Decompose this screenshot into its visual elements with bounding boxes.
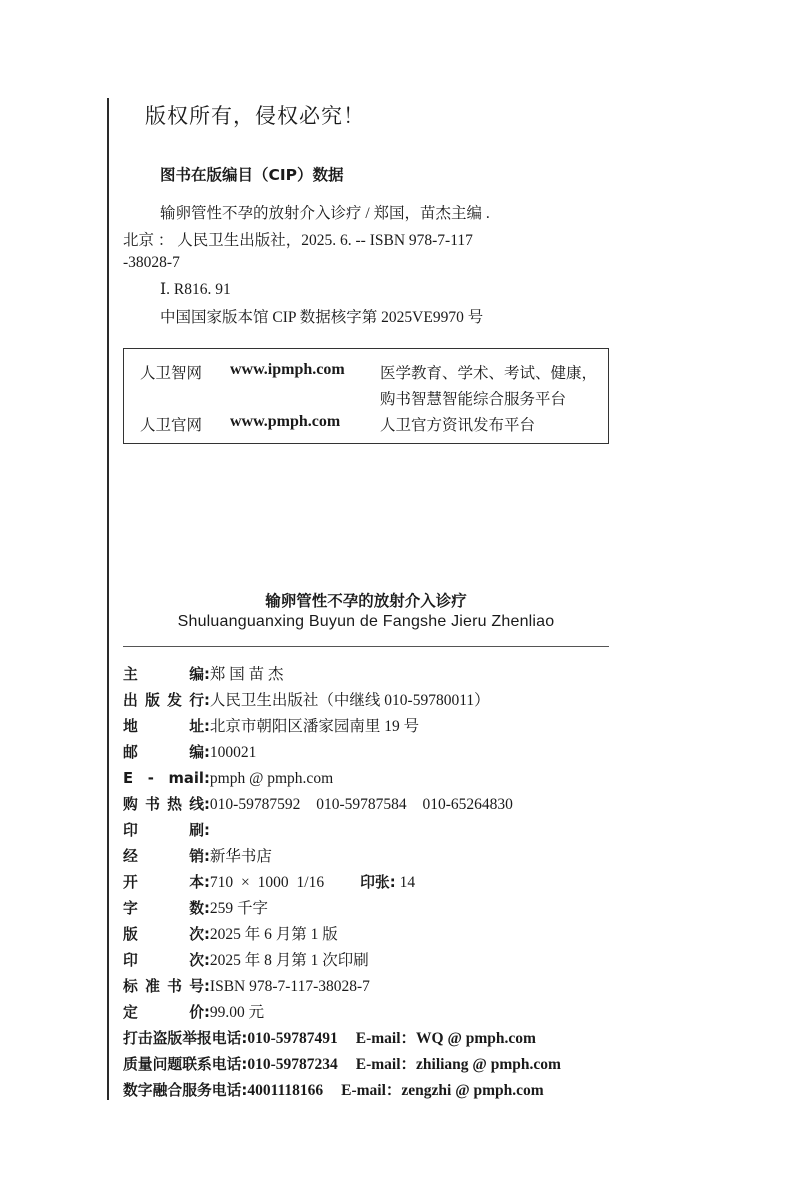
site1-desc-line-2: 购书智慧智能综合服务平台 (380, 390, 567, 408)
info-row-distributor: 经销 : 新华书店 (123, 846, 561, 872)
book-title: 输卵管性不孕的放射介入诊疗 (265, 592, 467, 610)
cip-classification: Ⅰ. R816. 91 (160, 281, 231, 298)
site2-url-link[interactable]: www.pmph.com (230, 413, 341, 430)
site1-desc-line-1: 医学教育、学术、考试、健康， (380, 364, 598, 382)
website-box (123, 348, 609, 444)
info-label: 版次 (123, 926, 204, 943)
info-value: 郑 国 苗 杰 (209, 666, 284, 683)
contact-row-digital: 数字融合服务电话 : 4001118166 E-mail：zengzhi @ pmph.com (123, 1080, 561, 1106)
info-value: 人民卫生出版社（中继线 010-59780011） (209, 692, 490, 709)
info-label: 经销 (123, 848, 204, 865)
publication-info (123, 664, 561, 1106)
info-row-edition: 版次 : 2025 年 6 月第 1 版 (123, 924, 561, 950)
info-value: 2025 年 8 月第 1 次印刷 (209, 952, 369, 969)
info-label: 地址 (123, 718, 204, 735)
sheets-label: 印张 (360, 874, 390, 891)
info-label: 字数 (123, 900, 204, 917)
contact-phone: 4001118166 (247, 1082, 324, 1099)
info-value: 99.00 元 (209, 1004, 265, 1021)
info-row-email: E - mail : pmph @ pmph.com (123, 768, 561, 794)
info-value: ISBN 978-7-117-38028-7 (209, 978, 370, 995)
cip-heading: 图书在版编目（CIP）数据 (160, 166, 344, 184)
info-label: 印刷 (123, 822, 204, 839)
info-label: 印次 (123, 952, 204, 969)
contact-label: 数字融合服务电话 (123, 1082, 242, 1099)
info-row-isbn: 标准书号 : ISBN 978-7-117-38028-7 (123, 976, 561, 1002)
book-title-pinyin: Shuluanguanxing Buyun de Fangshe Jieru Zhenliao (177, 613, 555, 630)
info-row-price: 定价 : 99.00 元 (123, 1002, 561, 1028)
contact-email[interactable]: E-mail：zengzhi @ pmph.com (341, 1082, 544, 1099)
info-label: 标准书号 (123, 978, 204, 995)
site2-desc: 人卫官方资讯发布平台 (380, 416, 536, 434)
contact-phone: 010-59787234 (247, 1056, 338, 1073)
contact-email[interactable]: E-mail：WQ @ pmph.com (355, 1030, 536, 1047)
cip-record-number: 中国国家版本馆 CIP 数据核字第 2025VE9970 号 (160, 309, 484, 326)
site1-name: 人卫智网 (140, 364, 203, 382)
cip-line-3: -38028-7 (123, 254, 180, 271)
cip-line-1: 输卵管性不孕的放射介入诊疗 / 郑国，苗杰主编 . (160, 205, 490, 222)
contact-row-piracy: 打击盗版举报电话 : 010-59787491 E-mail：WQ @ pmph.com (123, 1028, 561, 1054)
info-label: 定价 (123, 1004, 204, 1021)
info-value: 新华书店 (209, 848, 272, 865)
info-value: 010-59787592 010-59787584 010-65264830 (209, 796, 513, 813)
info-label: 主编 (123, 666, 204, 683)
contact-label: 质量问题联系电话 (123, 1056, 242, 1073)
info-label: 出版发行 (123, 692, 204, 709)
info-value: 100021 (209, 744, 257, 761)
info-row-publisher: 出版发行 : 人民卫生出版社（中继线 010-59780011） (123, 690, 561, 716)
copyright-notice: 版权所有，侵权必究！ (145, 104, 365, 128)
info-row-wordcount: 字数 : 259 千字 (123, 898, 561, 924)
info-value: 北京市朝阳区潘家园南里 19 号 (209, 718, 420, 735)
info-label: E - mail (123, 770, 204, 787)
divider (123, 646, 609, 647)
info-row-printing: 印次 : 2025 年 8 月第 1 次印刷 (123, 950, 561, 976)
site2-name: 人卫官网 (140, 416, 203, 434)
info-row-printer: 印刷 : (123, 820, 561, 846)
site1-url-link[interactable]: www.ipmph.com (230, 361, 345, 378)
info-label: 购书热线 (123, 796, 204, 813)
contact-phone: 010-59787491 (247, 1030, 338, 1047)
info-row-postcode: 邮编 : 100021 (123, 742, 561, 768)
info-value-email[interactable]: pmph @ pmph.com (209, 770, 334, 787)
contact-label: 打击盗版举报电话 (123, 1030, 242, 1047)
info-label: 邮编 (123, 744, 204, 761)
sheets-value: 14 (399, 874, 416, 891)
info-row-address: 地址 : 北京市朝阳区潘家园南里 19 号 (123, 716, 561, 742)
cip-line-2: 北京 ： 人民卫生出版社，2025. 6. -- ISBN 978-7-117 (123, 232, 473, 249)
contact-row-quality: 质量问题联系电话 : 010-59787234 E-mail：zhiliang @ pmph.com (123, 1054, 561, 1080)
info-value: 2025 年 6 月第 1 版 (209, 926, 338, 943)
info-value: 710 × 1000 1/16 (209, 874, 325, 891)
info-label: 开本 (123, 874, 204, 891)
info-value: 259 千字 (209, 900, 269, 917)
info-row-hotline: 购书热线 : 010-59787592 010-59787584 010-65264830 (123, 794, 561, 820)
contact-email[interactable]: E-mail：zhiliang @ pmph.com (355, 1056, 561, 1073)
info-row-editor: 主编 : 郑 国 苗 杰 (123, 664, 561, 690)
info-row-format: 开本 : 710 × 1000 1/16 印张 : 14 (123, 872, 561, 898)
